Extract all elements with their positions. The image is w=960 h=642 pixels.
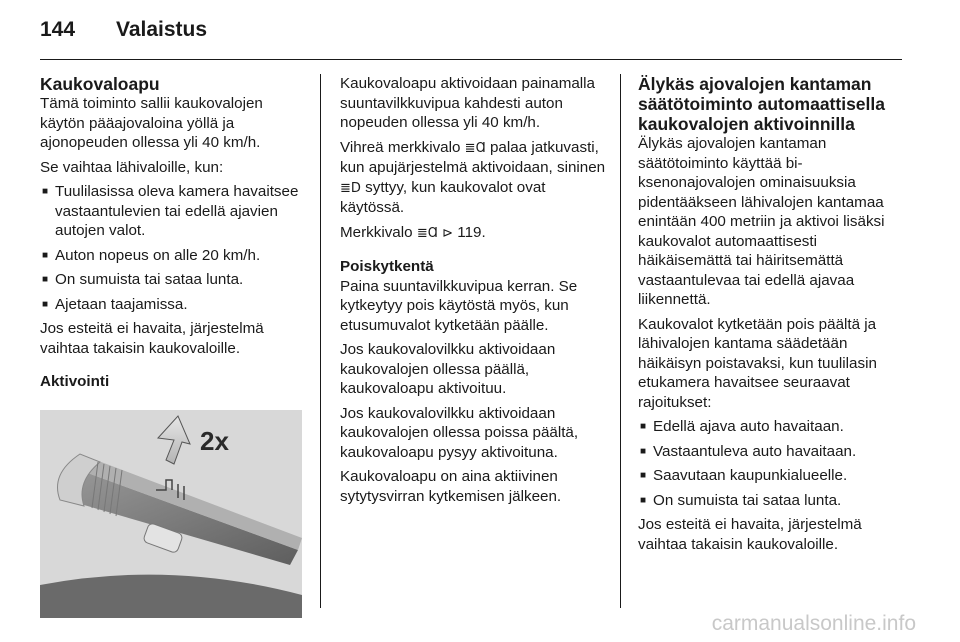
high-beam-indicator-icon: ≣D: [340, 180, 361, 196]
column-2: [340, 74, 606, 511]
text-run: syttyy, kun kaukovalot ovat käytössä.: [340, 178, 546, 216]
watermark: carmanualsonline.info: [711, 612, 916, 635]
text-run: Merkkivalo: [340, 223, 413, 241]
paragraph: Kaukovaloapu aktivoidaan painamalla suuntavilkkuvipua kahdesti auton nopeuden ollessa yli 40 km/h.: [340, 75, 595, 131]
lever-illustration-svg: [40, 410, 302, 618]
paragraph: Älykäs ajovalojen kantaman säätötoiminto käyttää bi-ksenonajovalojen ominaisuuksia pidentääkseen lähivalojen kantamaa enintään 400 metriin ja aktivoi lisäksi kaukovalot automaattisesti häikäisemättä tai häiritsemättä vastaantulevaa tai edellä ajavaa liikennettä.: [638, 135, 885, 308]
turn-signal-lever-illustration: [40, 410, 302, 618]
chapter-title: Valaistus: [116, 18, 208, 41]
paragraph: Paina suuntavilkkuvipua kerran. Se kytkeytyy pois käytöstä myös, kun etusumuvalot kytketään päälle.: [340, 277, 578, 334]
paragraph-page-reference: [340, 223, 606, 244]
paragraph-indicator-green: [340, 138, 606, 218]
list-item: ■ Edellä ajava auto havaitaan.: [638, 417, 904, 437]
list-item: ■ Saavutaan kaupunkialueelle.: [638, 466, 904, 486]
section-title-high-beam-assist: Kaukovaloapu: [40, 74, 160, 94]
list-item: ■ Ajetaan taajamissa.: [40, 295, 304, 315]
paragraph: Kaukovalot kytketään pois päältä ja lähivalojen kantama säädetään häikäisyn poistavaksi, kun tuulilasin etukamera havaitsee seuraavat rajoitukset:: [638, 315, 877, 411]
header-rule: [40, 59, 902, 60]
paragraph: Jos kaukovalovilkku aktivoidaan kaukovalojen ollessa poissa päältä, kaukovaloapu pysyy aktivoituna.: [340, 404, 579, 461]
column-3: [638, 74, 904, 559]
bullet-list: [638, 417, 904, 510]
text-run: Vihreä merkkivalo: [340, 138, 461, 156]
section-title-intelligent-light-ranging: Älykäs ajovalojen kantaman säätötoiminto automaattisella kaukovalojen aktivoinnilla: [638, 74, 885, 134]
paragraph: Jos kaukovalovilkku aktivoidaan kaukovalojen ollessa päällä, kaukovaloapu aktivoituu.: [340, 341, 556, 397]
column-divider: [320, 74, 321, 608]
list-item: ■ Tuulilasissa oleva kamera havaitsee vastaantulevien tai edellä ajavien autojen valot.: [40, 182, 304, 241]
page-reference-link[interactable]: 119.: [457, 223, 486, 241]
paragraph: Tämä toiminto sallii kaukovalojen käytön pääajovaloina yöllä ja ajonopeuden ollessa yli 40 km/h.: [40, 95, 263, 151]
subheading-deactivation: Poiskytkentä: [340, 258, 434, 275]
list-item: ■ On sumuista tai sataa lunta.: [40, 270, 304, 290]
page-number: 144: [40, 18, 76, 41]
paragraph: Se vaihtaa lähivaloille, kun:: [40, 158, 224, 176]
paragraph: Jos esteitä ei havaita, järjestelmä vaihtaa takaisin kaukovaloille.: [40, 320, 264, 357]
page-header: [40, 18, 207, 48]
high-beam-assist-indicator-icon: ≣Ɑ: [416, 225, 438, 241]
figure-label-2x: 2x: [200, 425, 229, 456]
list-item: ■ On sumuista tai sataa lunta.: [638, 491, 904, 511]
paragraph: Jos esteitä ei havaita, järjestelmä vaihtaa takaisin kaukovaloille.: [638, 516, 862, 553]
column-1: [40, 74, 304, 618]
high-beam-assist-indicator-icon: ≣Ɑ: [464, 140, 486, 156]
list-item: ■ Auton nopeus on alle 20 km/h.: [40, 246, 304, 266]
column-divider: [620, 74, 621, 608]
list-item: ■ Vastaantuleva auto havaitaan.: [638, 442, 904, 462]
bullet-list: [40, 182, 304, 314]
text-run: palaa jatkuvasti, kun apujärjestelmä aktivoidaan, sininen: [340, 138, 606, 176]
paragraph: Kaukovaloapu on aina aktiivinen sytytysvirran kytkemisen jälkeen.: [340, 468, 562, 505]
page-reference-arrow-icon: ⊳: [442, 225, 454, 241]
subheading-activation: Aktivointi: [40, 373, 110, 390]
